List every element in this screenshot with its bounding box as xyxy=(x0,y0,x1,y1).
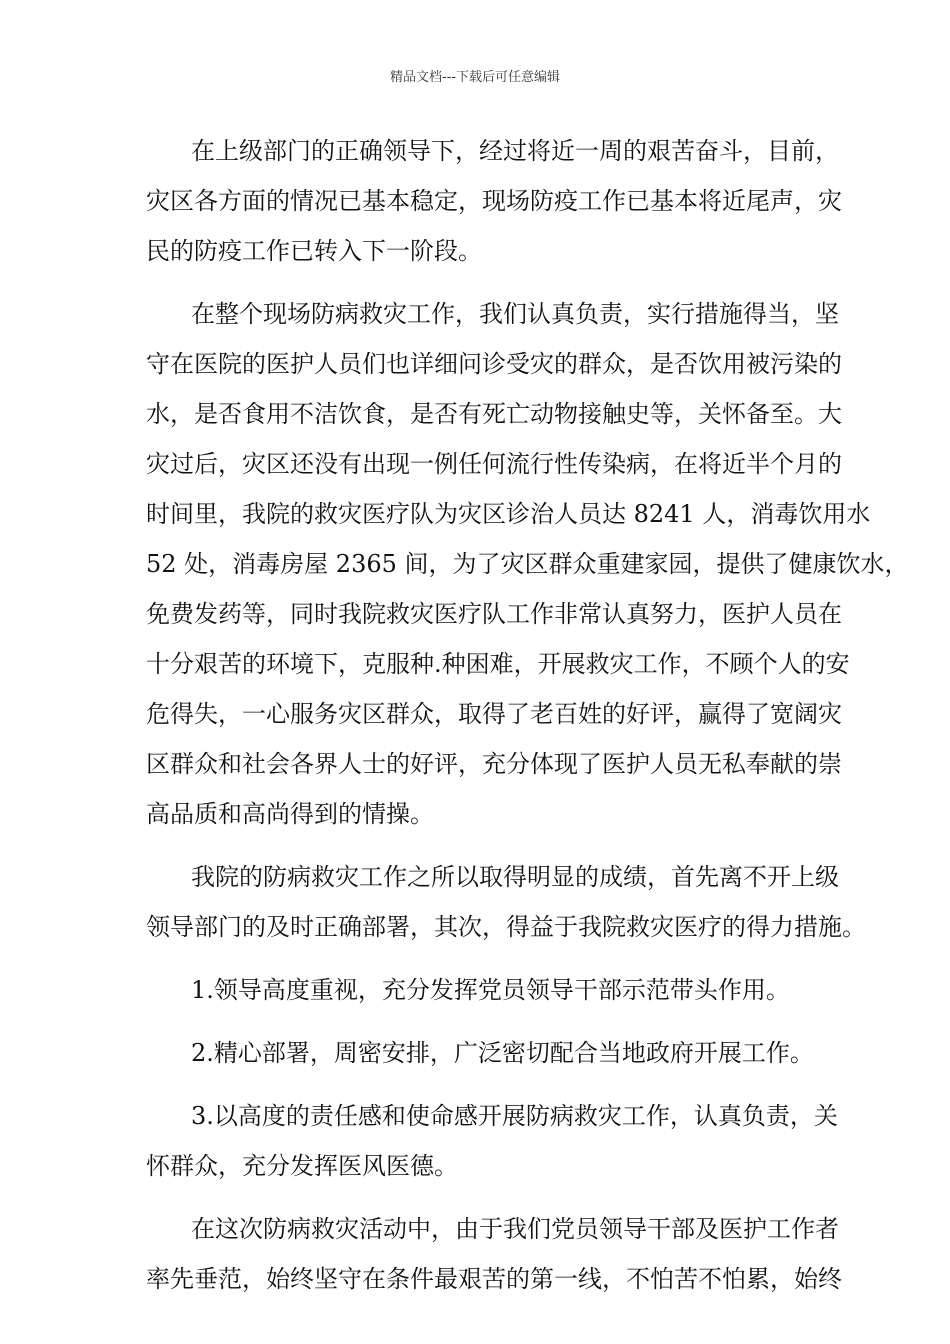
paragraph-3-line-1: 我院的防病救灾工作之所以取得明显的成绩，首先离不开上级 xyxy=(191,863,839,891)
paragraph-1-line-1: 在上级部门的正确领导下，经过将近一周的艰苦奋斗，目前， xyxy=(191,137,839,165)
page-header: 精品文档---下载后可任意编辑 xyxy=(389,70,561,85)
paragraph-2-line-4: 灾过后，灾区还没有出现一例任何流行性传染病，在将近半个月的 xyxy=(146,450,842,478)
paragraph-2-line-5: 时间里，我院的救灾医疗队为灾区诊治人员达 8241 人，消毒饮用水 xyxy=(146,500,871,528)
paragraph-2-line-11: 高品质和高尚得到的情操。 xyxy=(146,800,434,828)
paragraph-2-line-9: 危得失，一心服务灾区群众，取得了老百姓的好评，赢得了宽阔灾 xyxy=(146,700,842,728)
paragraph-7-line-1: 在这次防病救灾活动中，由于我们党员领导干部及医护工作者 xyxy=(191,1215,839,1243)
list-item-3-line-2: 怀群众，充分发挥医风医德。 xyxy=(146,1152,458,1180)
paragraph-2-line-7: 免费发药等，同时我院救灾医疗队工作非常认真努力，医护人员在 xyxy=(146,600,842,628)
list-item-2: 2.精心部署，周密安排，广泛密切配合当地政府开展工作。 xyxy=(191,1039,814,1067)
list-item-3-line-1: 3.以高度的责任感和使命感开展防病救灾工作，认真负责，关 xyxy=(191,1102,838,1130)
paragraph-2-line-10: 区群众和社会各界人士的好评，充分体现了医护人员无私奉献的崇 xyxy=(146,750,842,778)
paragraph-2-line-6: 52 处，消毒房屋 2365 间，为了灾区群众重建家园，提供了健康饮水， xyxy=(146,550,909,578)
paragraph-1-line-2: 灾区各方面的情况已基本稳定，现场防疫工作已基本将近尾声，灾 xyxy=(146,187,842,215)
paragraph-2-line-2: 守在医院的医护人员们也详细问诊受灾的群众，是否饮用被污染的 xyxy=(146,350,842,378)
paragraph-2-line-1: 在整个现场防病救灾工作，我们认真负责，实行措施得当，坚 xyxy=(191,300,839,328)
paragraph-3-line-2: 领导部门的及时正确部署，其次，得益于我院救灾医疗的得力措施。 xyxy=(146,913,866,941)
paragraph-7-line-2: 率先垂范，始终坚守在条件最艰苦的第一线，不怕苦不怕累，始终 xyxy=(146,1265,842,1293)
paragraph-2-line-3: 水，是否食用不洁饮食，是否有死亡动物接触史等，关怀备至。大 xyxy=(146,400,842,428)
document-body xyxy=(146,132,909,1310)
list-item-1: 1.领导高度重视，充分发挥党员领导干部示范带头作用。 xyxy=(191,976,790,1004)
paragraph-1-line-3: 民的防疫工作已转入下一阶段。 xyxy=(146,237,482,265)
paragraph-2-line-8: 十分艰苦的环境下，克服种.种困难，开展救灾工作，不顾个人的安 xyxy=(146,650,850,678)
